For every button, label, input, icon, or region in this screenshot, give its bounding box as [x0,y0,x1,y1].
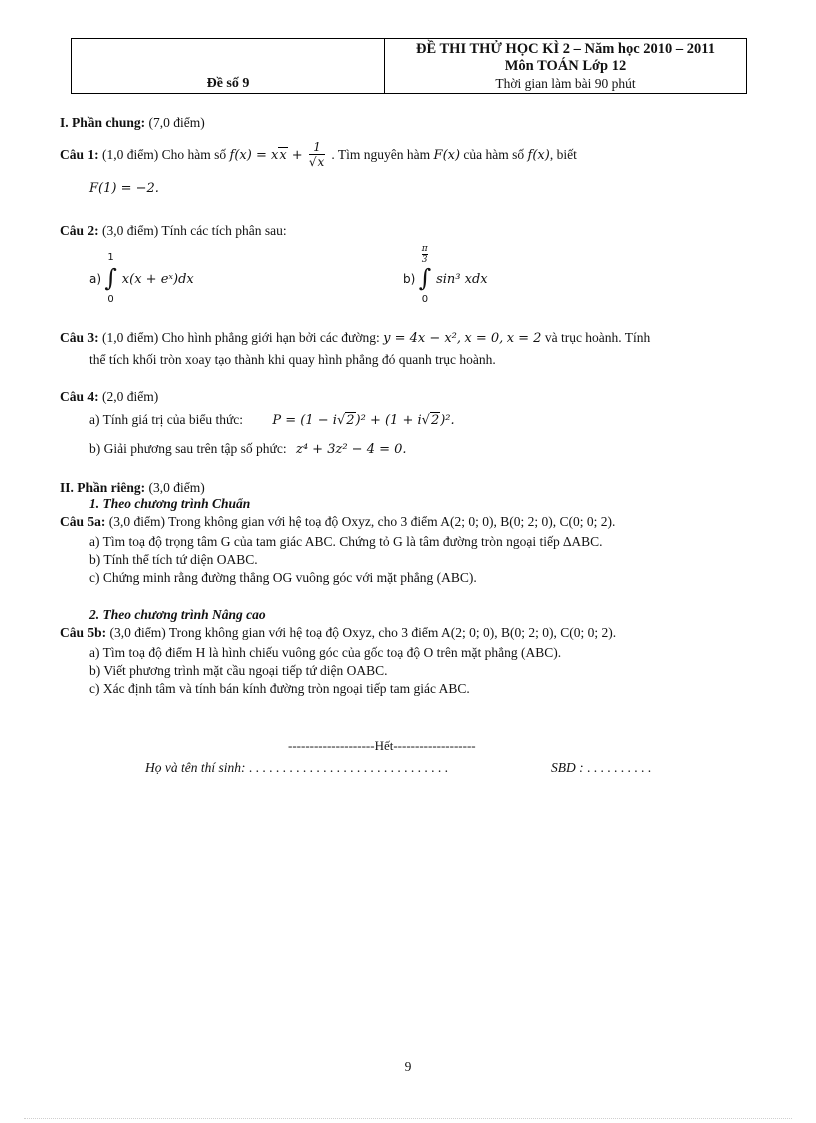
program-standard-heading: 1. Theo chương trình Chuẩn [89,496,251,511]
upper-limit-fraction: π 3 [421,244,428,265]
question-5b-b: b) Viết phương trình mặt cầu ngoại tiếp tứ diện OABC. [89,663,388,678]
question-5a-b: b) Tính thể tích tứ diện OABC. [89,552,258,567]
question-label: Câu 1: [60,147,99,162]
fraction: $\frac{1}{√x}$ [308,140,325,169]
part1-heading: I. Phần chung: (7,0 điểm) [60,115,205,130]
question-5b-a: a) Tìm toạ độ điểm H là hình chiếu vuông góc của gốc toạ độ O trên mặt phẳng (ABC). [89,645,562,660]
question-5a: Câu 5a: (3,0 điểm) Trong không gian với hệ toạ độ Oxyz, cho 3 điểm A(2; 0; 0), B(0; 2; 0), C(0; 0; 2). [60,514,616,529]
question-4: Câu 4: (2,0 điểm) [60,389,159,404]
candidate-name-line: Họ và tên thí sinh: . . . . . . . . . . . . . . . . . . . . . . . . . . . . . . [145,760,448,775]
candidate-number-line: SBD : . . . . . . . . . . [551,760,652,775]
integral-b: b) π 3 ∫ 0 sin³ xdx [403,244,488,305]
question-5b: Câu 5b: (3,0 điểm) Trong không gian với hệ toạ độ Oxyz, cho 3 điểm A(2; 0; 0), B(0; 2; 0), C(0; 0; 2). [60,625,617,640]
page-number: 9 [404,1059,412,1074]
question-4a: a) Tính giá trị của biểu thức: P = (1 − i√2)² + (1 + i√2)². [89,412,455,428]
question-label: Câu 4: [60,389,99,404]
question-1-condition: F(1) = −2. [89,181,159,196]
question-label: Câu 2: [60,223,99,238]
question-5a-a: a) Tìm toạ độ trọng tâm G của tam giác ABC. Chứng tỏ G là tâm đường tròn ngoại tiếp ∆ABC. [89,534,603,549]
integral-a: a) 1 ∫ 0 x(x + eˣ)dx [89,252,194,305]
header-right-cell [385,39,746,93]
function-expression: f(x) = xx + $\frac{1}{√x}$ [229,140,325,169]
question-label: Câu 5b: [60,625,107,640]
header-table [71,38,747,94]
expression-p: P = (1 − i√2)² + (1 + i√2)². [272,413,455,428]
integral-sign-icon: π 3 ∫ 0 [418,244,432,305]
question-label: Câu 3: [60,330,99,345]
question-3-line2: thể tích khối tròn xoay tạo thành khi quay hình phẳng đó quanh trục hoành. [89,352,496,367]
exam-number: Đề số 9 [206,76,250,91]
question-1: Câu 1: (1,0 điểm) Cho hàm số f(x) = xx + $\frac{1}{√x}$ . Tìm nguyên hàm F(x) của hàm số f(x), biết [60,140,577,169]
question-3: Câu 3: (1,0 điểm) Cho hình phẳng giới hạn bởi các đường: y = 4x − x², x = 0, x = 2 và trục hoành. Tính [60,330,651,346]
exam-title: ĐỀ THI THỬ HỌC KÌ 2 – Năm học 2010 – 2011 [415,41,716,57]
exam-duration: Thời gian làm bài 90 phút [495,76,636,91]
end-marker: --------------------Hết------------------- [288,738,476,753]
question-label: Câu 5a: [60,514,106,529]
part2-heading: II. Phần riêng: (3,0 điểm) [60,480,205,495]
question-5b-c: c) Xác định tâm và tính bán kính đường tròn ngoại tiếp tam giác ABC. [89,681,470,696]
question-2: Câu 2: (3,0 điểm) Tính các tích phân sau: [60,223,287,238]
question-5a-c: c) Chứng minh rằng đường thẳng OG vuông góc với mặt phẳng (ABC). [89,570,477,585]
header-left-cell [72,39,385,93]
question-4b: b) Giải phương sau trên tập số phức: z⁴ + 3z² − 4 = 0. [89,441,407,457]
exam-subject: Môn TOÁN Lớp 12 [504,58,627,74]
program-advanced-heading: 2. Theo chương trình Nâng cao [89,607,266,622]
integral-sign-icon: 1 ∫ 0 [104,252,117,305]
page-edge-divider [24,1118,792,1119]
